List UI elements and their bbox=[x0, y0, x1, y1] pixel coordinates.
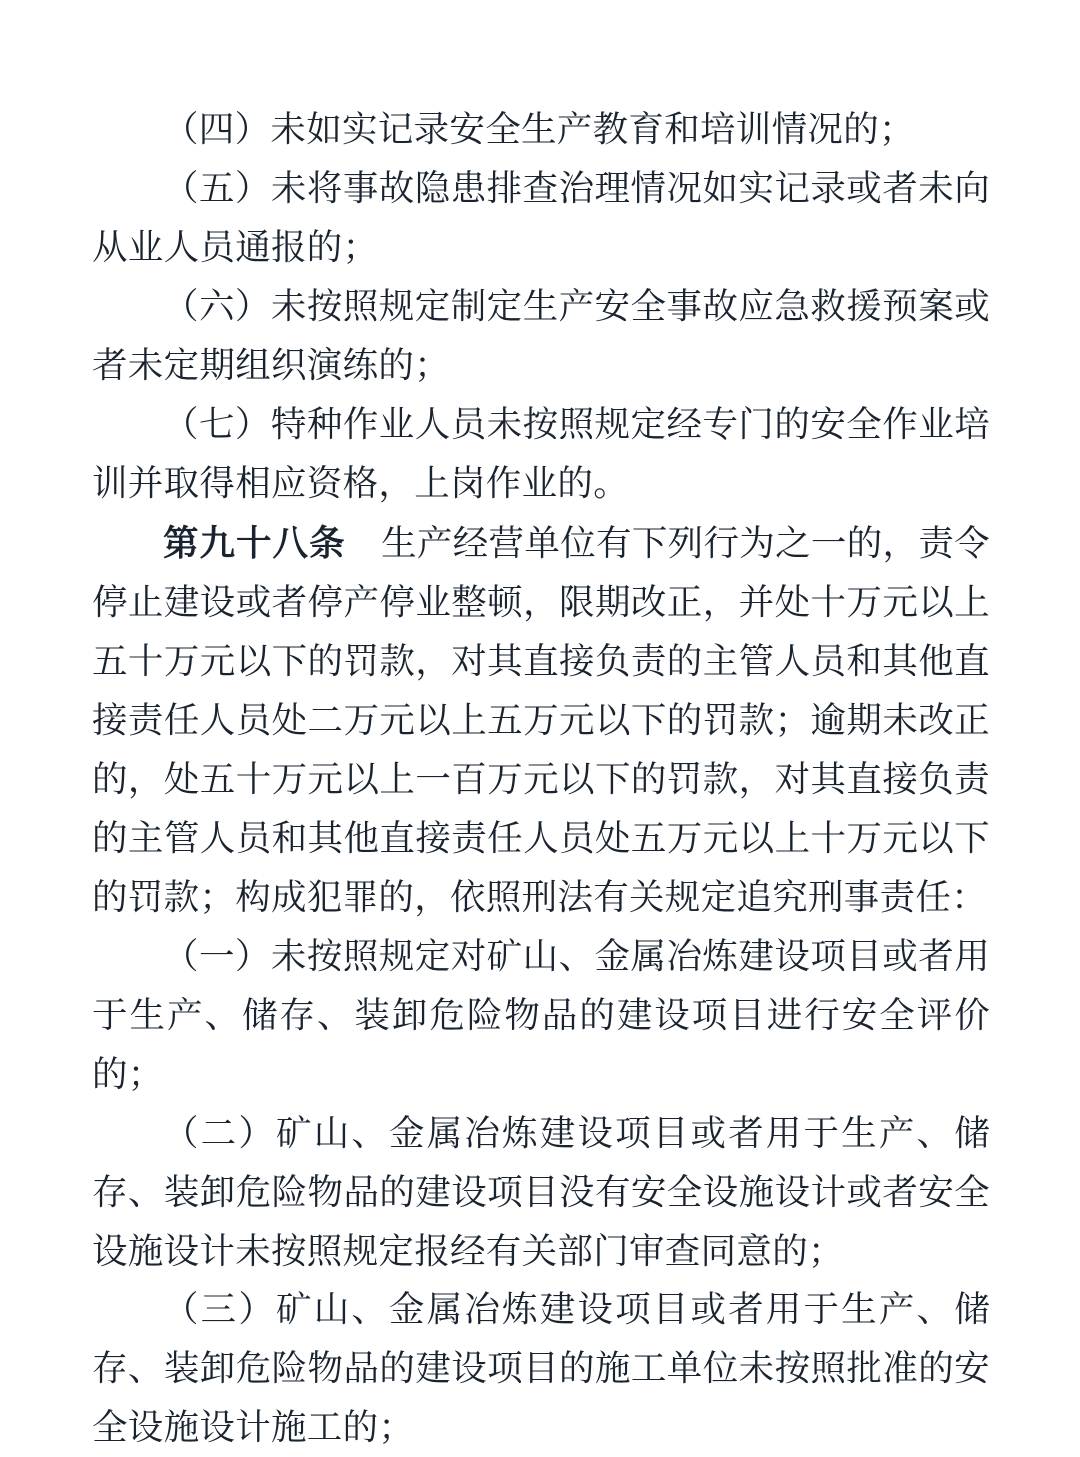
list-item: （七）特种作业人员未按照规定经专门的安全作业培训并取得相应资格，上岗作业的。 bbox=[92, 403, 990, 503]
list-item: （四）未如实记录安全生产教育和培训情况的； bbox=[163, 109, 915, 149]
list-item: （六）未按照规定制定生产安全事故应急救援预案或者未定期组织演练的； bbox=[92, 285, 990, 385]
list-item: （五）未将事故隐患排查治理情况如实记录或者未向从业人员通报的； bbox=[92, 167, 990, 267]
list-item: （一）未按照规定对矿山、金属冶炼建设项目或者用于生产、储存、装卸危险物品的建设项目进行安全评价的； bbox=[92, 935, 990, 1094]
article-text: 生产经营单位有下列行为之一的，责令停止建设或者停产停业整顿，限期改正，并处十万元以上五十万元以下的罚款，对其直接负责的主管人员和其他直接责任人员处二万元以上五万元以下的罚款；逾期未改正的，处五十万元以上一百万元以下的罚款，对其直接负责的主管人员和其他直接责任人员处五万元以上十万元以下的罚款；构成犯罪的，依照刑法有关规定追究刑事责任： bbox=[92, 523, 990, 917]
article-number: 第九十八条 bbox=[163, 523, 346, 564]
list-item: （三）矿山、金属冶炼建设项目或者用于生产、储存、装卸危险物品的建设项目的施工单位未按照批准的安全设施设计施工的； bbox=[92, 1289, 990, 1448]
document-body bbox=[92, 100, 990, 1457]
article-paragraph bbox=[92, 514, 990, 926]
list-item: （二）矿山、金属冶炼建设项目或者用于生产、储存、装卸危险物品的建设项目没有安全设施设计或者安全设施设计未按照规定报经有关部门审查同意的； bbox=[92, 1112, 990, 1271]
